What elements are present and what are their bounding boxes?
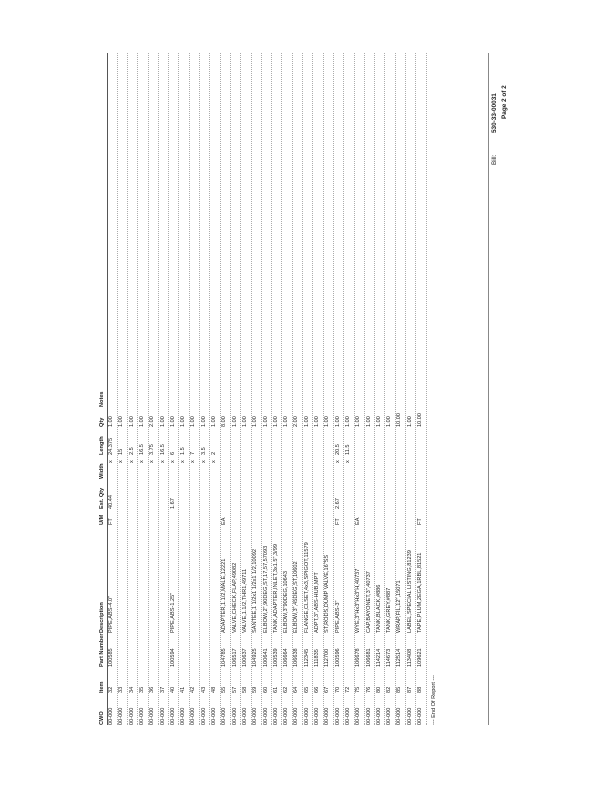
cell-qty: 1.00	[180, 416, 187, 427]
row-divider	[343, 53, 344, 725]
cell-part-number: 100585	[108, 648, 114, 667]
cell-part-number: 104785	[221, 648, 228, 667]
cell-cwo: 00-000	[149, 707, 156, 725]
cell-description: WRAP,FIL,12",15071	[396, 580, 403, 633]
cell-length: 3.75	[149, 444, 156, 455]
cell-item: 40	[169, 686, 176, 693]
cell-cwo: 00-000	[262, 707, 269, 725]
cell-description: CAP,BAYONET,3",40737	[365, 571, 372, 633]
cell-description: WYE,3"Hx3"Hx3"H,40737	[355, 568, 362, 633]
cell-part-number: 100539	[272, 648, 279, 667]
cell-times: x	[334, 460, 341, 463]
cell-qty: 1.00	[211, 416, 217, 427]
cell-cwo: 00-000	[108, 707, 114, 725]
cell-cwo: 00-000	[417, 707, 423, 725]
cell-item: 35	[138, 686, 145, 693]
cell-item: 32	[108, 686, 114, 693]
bill-number: 530-33-00031	[491, 93, 498, 133]
cell-length: 2	[211, 451, 217, 455]
cell-description: TANK,GREY,#887	[386, 587, 393, 633]
cell-qty: 1.00	[159, 416, 166, 427]
cell-item: 87	[406, 686, 413, 693]
cell-length: 24.375	[108, 437, 114, 455]
cell-item: 57	[231, 686, 238, 693]
cell-part-number: 100596	[334, 648, 341, 667]
cell-item: 62	[283, 686, 290, 693]
cell-length: 7	[190, 451, 197, 455]
cell-description: FLANGE,CLSET,4x3,SPIGOT,11579	[303, 542, 310, 633]
cell-description: LABEL,SPECIAL LISTING,81239	[406, 550, 413, 633]
cell-item: 58	[241, 686, 248, 693]
cell-qty: 1.00	[241, 416, 248, 427]
cell-cwo: 00-000	[252, 707, 259, 725]
cell-length: 16.5	[138, 444, 145, 455]
cell-est-qty: 2.67	[334, 498, 341, 509]
cell-description: VALVE,1.1/2,THR1,49711	[241, 568, 248, 633]
cell-item: 41	[180, 686, 187, 693]
cell-description: SANTEE,1 1/2x1 1/2x1 1/2,10092	[252, 549, 259, 633]
row-divider	[117, 53, 118, 725]
cell-item: 65	[303, 686, 310, 693]
cell-qty: 1.00	[344, 416, 351, 427]
cell-length: 11.5	[344, 444, 351, 455]
header-est-qty: Est. Qty	[99, 487, 105, 509]
cell-times: x	[211, 460, 217, 463]
header-unit: U/M	[99, 514, 105, 525]
cell-cwo: 00-000	[200, 707, 207, 725]
cell-cwo: 00-000	[128, 707, 135, 725]
cell-qty: 1.00	[365, 416, 372, 427]
cell-item: 43	[200, 686, 207, 693]
cell-length: 2.5	[128, 447, 135, 455]
row-divider	[158, 53, 159, 725]
cell-item: 72	[344, 686, 351, 693]
cell-cwo: 00-000	[211, 707, 217, 725]
cell-qty: 1.00	[355, 416, 362, 427]
cell-cwo: 00-000	[283, 707, 290, 725]
cell-qty: 1.00	[334, 416, 341, 427]
cell-cwo: 00-000	[365, 707, 372, 725]
cell-description: ELBOW,3"90DEG,10643	[283, 571, 290, 633]
cell-cwo: 00-000	[355, 707, 362, 725]
cell-times: x	[149, 460, 156, 463]
cell-description: TANK,BLACK,#886	[375, 584, 382, 633]
cell-qty: 2.00	[293, 416, 300, 427]
cell-qty: 1.00	[231, 416, 238, 427]
cell-qty: 2.00	[149, 416, 156, 427]
cell-qty: 1.00	[386, 416, 393, 427]
cell-description: ELBOW,3",45DEG,ST,10602	[293, 561, 300, 633]
cell-item: 70	[334, 686, 341, 693]
cell-cwo: 00-000	[303, 707, 310, 725]
cell-qty: 1.00	[118, 416, 125, 427]
row-divider	[374, 53, 375, 725]
cell-description: ADPT,3",ABS-HUB,MPT	[314, 572, 320, 633]
cell-part-number: 106664	[283, 648, 290, 667]
cell-est-qty: 40.44	[108, 495, 114, 509]
cell-cwo: 00-000	[396, 707, 403, 725]
row-divider	[199, 53, 200, 725]
cell-cwo: 00-000	[293, 707, 300, 725]
cell-item: 82	[386, 686, 393, 693]
cell-unit: FT	[417, 518, 423, 525]
cell-qty: 1.00	[262, 416, 269, 427]
cell-cwo: 00-000	[406, 707, 413, 725]
cell-item: 64	[293, 686, 300, 693]
cell-qty: 1.00	[128, 416, 135, 427]
cell-qty: 1.00	[324, 416, 331, 427]
cell-cwo: 00-000	[169, 707, 176, 725]
header-qty: Qty	[99, 417, 105, 427]
cell-part-number: 114214	[375, 648, 382, 667]
cell-cwo: 00-000	[386, 707, 393, 725]
row-divider	[302, 53, 303, 725]
bill-rule	[488, 53, 489, 725]
row-divider	[271, 53, 272, 725]
cell-cwo: 00-000	[138, 707, 145, 725]
report-page	[100, 45, 580, 725]
cell-length: 15	[118, 448, 125, 455]
row-divider	[364, 53, 365, 725]
cell-cwo: 00-000	[241, 707, 248, 725]
cell-qty: 8.00	[221, 416, 228, 427]
cell-part-number: 106638	[293, 648, 300, 667]
cell-item: 61	[272, 686, 279, 693]
cell-qty: 1.00	[272, 416, 279, 427]
header-width: Width	[99, 463, 105, 479]
cell-description: PIPE,ABS-1.25"	[169, 592, 176, 633]
cell-description: ST,RODS,DUMP VALVE,16"SS	[324, 554, 331, 633]
cell-cwo: 00-000	[324, 707, 331, 725]
cell-qty: 1.00	[283, 416, 290, 427]
row-divider	[137, 53, 138, 725]
row-divider	[127, 53, 128, 725]
cell-qty: 1.00	[406, 416, 413, 427]
cell-cwo: 00-000	[221, 707, 228, 725]
cell-part-number: 114673	[386, 648, 393, 667]
cell-times: x	[138, 460, 145, 463]
cell-description: PIPE,ABS-3"	[334, 600, 341, 633]
cell-times: x	[200, 460, 207, 463]
cell-qty: 1.00	[108, 416, 114, 427]
cell-item: 34	[128, 686, 135, 693]
cell-part-number: 112700	[324, 648, 331, 667]
cell-qty: 1.00	[314, 416, 320, 427]
cell-qty: 10.00	[396, 413, 403, 427]
cell-length: 16.5	[159, 444, 166, 455]
cell-part-number: 100641	[262, 648, 269, 667]
cell-cwo: 00-000	[118, 707, 125, 725]
cell-times: x	[128, 460, 135, 463]
cell-length: 1.5	[180, 447, 187, 455]
cell-qty: 1.00	[190, 416, 197, 427]
cell-item: 67	[324, 686, 331, 693]
cell-qty: 10.00	[417, 413, 423, 427]
row-divider	[333, 53, 334, 725]
row-divider	[426, 53, 427, 725]
cell-cwo: 00-000	[231, 707, 238, 725]
row-divider	[209, 53, 210, 725]
cell-part-number: 113408	[406, 648, 413, 667]
cell-times: x	[190, 460, 197, 463]
bill-label: Bill:	[491, 154, 498, 165]
cell-part-number: 109621	[417, 648, 423, 667]
cell-part-number: 106681	[365, 648, 372, 667]
cell-qty: 1.00	[169, 416, 176, 427]
cell-item: 80	[375, 686, 382, 693]
cell-description: TANK,ADAPTER,INLET,3x1.5",3/99	[272, 544, 279, 633]
cell-cwo: 00-000	[314, 707, 320, 725]
row-divider	[168, 53, 169, 725]
cell-part-number: 100637	[241, 648, 248, 667]
cell-description: PIPE,ABS-4.0"	[108, 595, 114, 633]
cell-item: 55	[221, 686, 228, 693]
cell-qty: 1.00	[138, 416, 145, 427]
cell-times: x	[159, 460, 166, 463]
row-divider	[230, 53, 231, 725]
cell-part-number: 112345	[303, 648, 310, 667]
cell-item: 42	[190, 686, 197, 693]
cell-times: x	[180, 460, 187, 463]
cell-item: 59	[252, 686, 259, 693]
cell-part-number: 106678	[355, 648, 362, 667]
cell-item: 85	[396, 686, 403, 693]
cell-part-number: 112514	[396, 648, 403, 667]
header-notes: Notes	[99, 391, 105, 407]
cell-item: 37	[159, 686, 166, 693]
cell-cwo: 00-000	[159, 707, 166, 725]
row-divider	[178, 53, 179, 725]
cell-cwo: 00-000	[375, 707, 382, 725]
row-divider	[189, 53, 190, 725]
end-of-report: --- End Of Report ---	[431, 674, 438, 725]
cell-part-number: 100594	[169, 648, 176, 667]
cell-description: ELBOW,2",90DEG,ST,17,57,57093	[262, 545, 269, 633]
cell-length: 6	[169, 451, 176, 455]
cell-qty: 1.00	[200, 416, 207, 427]
row-divider	[405, 53, 406, 725]
cell-qty: 1.00	[303, 416, 310, 427]
header-cwo: CWO	[99, 711, 105, 725]
cell-unit: EA	[355, 517, 362, 525]
cell-item: 36	[149, 686, 156, 693]
cell-description: TAPE,PLUM,2EGA,1RBL,81521	[417, 552, 423, 633]
cell-times: x	[118, 460, 125, 463]
cell-item: 48	[211, 686, 217, 693]
cell-description: VALVE,CHECK,FLAP,49082	[231, 562, 238, 633]
header-item: Item	[99, 681, 105, 693]
cell-qty: 1.00	[375, 416, 382, 427]
cell-cwo: 00-000	[180, 707, 187, 725]
cell-times: x	[344, 460, 351, 463]
cell-unit: EA	[221, 517, 228, 525]
cell-item: 76	[365, 686, 372, 693]
cell-part-number: 106517	[231, 648, 238, 667]
cell-times: x	[169, 460, 176, 463]
cell-unit: FT	[108, 518, 114, 525]
page-number: Page 2 of 2	[501, 85, 508, 119]
cell-description: ADAPTER,1.1/2,MALE,12221	[221, 558, 228, 633]
cell-cwo: 00-000	[344, 707, 351, 725]
cell-item: 60	[262, 686, 269, 693]
row-divider	[148, 53, 149, 725]
cell-item: 75	[355, 686, 362, 693]
cell-unit: FT	[334, 518, 341, 525]
cell-length: 3.5	[200, 447, 207, 455]
cell-qty: 1.00	[252, 416, 259, 427]
header-length: Length	[99, 436, 105, 455]
row-divider	[261, 53, 262, 725]
cell-times: x	[108, 460, 114, 463]
cell-part-number: 104925	[252, 648, 259, 667]
cell-part-number: 111835	[314, 649, 320, 667]
cell-cwo: 00-000	[272, 707, 279, 725]
cell-item: 33	[118, 686, 125, 693]
cell-cwo: 00-000	[334, 707, 341, 725]
cell-cwo: 00-000	[190, 707, 197, 725]
cell-est-qty: 1.67	[169, 498, 176, 509]
cell-length: 20.5	[334, 444, 341, 455]
header-part-number: Part Number	[99, 633, 105, 667]
cell-item: 88	[417, 686, 423, 693]
cell-item: 66	[314, 686, 320, 693]
header-description: Description	[99, 602, 105, 633]
